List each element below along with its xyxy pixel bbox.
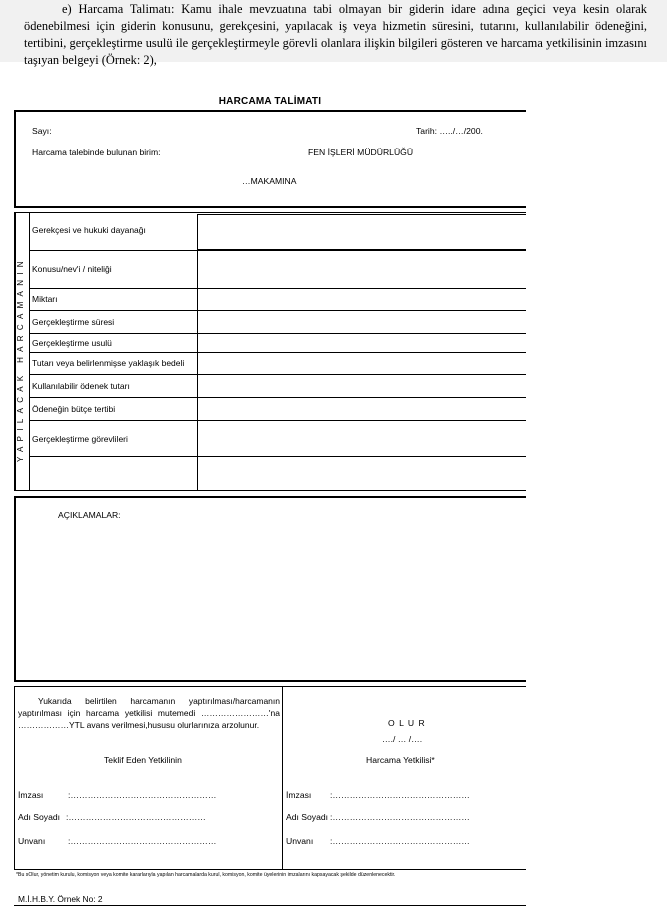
- left-request-paragraph: Yukarıda belirtilen harcamanın yaptırılması/harcamanın yaptırılması için harcama yetkilisi mutemedi ……………………'na ………………YTL avans verilmesi,hususu olurlarınıza arzolunur.: [18, 696, 280, 730]
- signature-bottom-border: [14, 869, 526, 870]
- row-separator: [29, 333, 526, 334]
- row-label: Kullanılabilir ödenek tutarı: [32, 381, 130, 391]
- right-imzasi-dots: :…………………………………………: [330, 790, 470, 800]
- table-inner-divider: [29, 212, 30, 490]
- aciklamalar-bottom-border: [14, 680, 526, 682]
- row-separator: [29, 397, 526, 398]
- row-label: Miktarı: [32, 294, 58, 304]
- right-adi-soyadi-dots: :…………………………………………: [330, 812, 470, 822]
- right-imzasi-label: İmzası: [286, 790, 312, 800]
- row-separator: [29, 288, 526, 289]
- right-unvani-label: Unvanı: [286, 836, 314, 846]
- birim-value: FEN İŞLERİ MÜDÜRLÜĞÜ: [308, 147, 414, 157]
- row-separator: [29, 374, 526, 375]
- sayi-label: Sayı:: [32, 126, 52, 136]
- olur-label: O L U R: [388, 718, 426, 728]
- row-separator: [29, 310, 526, 311]
- left-adi-soyadi-label: Adı Soyadı: [18, 812, 61, 822]
- aciklamalar-top-border: [14, 496, 526, 498]
- table-first-value-top: [197, 214, 526, 215]
- left-unvani-dots: :……………………………………………: [68, 836, 217, 846]
- row-label: Gerçekleştirme usulü: [32, 338, 112, 348]
- table-bottom-border: [14, 490, 526, 491]
- row-label: Gerçekleştirme süresi: [32, 317, 115, 327]
- row-separator: [29, 456, 526, 457]
- form-title: HARCAMA TALİMATI: [218, 96, 322, 107]
- left-unvani-label: Unvanı: [18, 836, 46, 846]
- olur-date: …./ … /….: [382, 734, 423, 744]
- signature-left-border: [14, 686, 15, 870]
- row-label: Gerekçesi ve hukuki dayanağı: [32, 225, 146, 235]
- tarih-label: Tarih: …../…/200.: [416, 126, 483, 136]
- row-label: Konusu/nev'i / niteliği: [32, 264, 112, 274]
- vertical-label: YAPILACAK HARCAMANIN: [16, 256, 25, 462]
- signature-divider: [282, 686, 283, 870]
- header-left-border: [14, 110, 16, 207]
- row-separator: [29, 250, 526, 251]
- signature-top-border: [14, 686, 526, 687]
- example-number: M.İ.H.B.Y. Örnek No: 2: [18, 894, 103, 904]
- intro-paragraph: e) Harcama Talimatı: Kamu ihale mevzuatına tabi olmayan bir giderin idare adına geçici veya kesin olarak ödenebilmesi için giderin konusunu, gerekçesini, yapılacak iş veya hizmetin süresini, tutarını, kullanılabilir ödeneğini, tertibini, gerçekleştirme usulü ile gerçekleştirmeyle görevli olanlara ilişkin bilgileri gösteren ve harcama yetkilisinin imzasını taşıyan belgeyi (Örnek: 2),: [24, 2, 647, 67]
- left-imzasi-dots: :……………………………………………: [68, 790, 217, 800]
- row-separator: [29, 420, 526, 421]
- row-label: Gerçekleştirme görevlileri: [32, 434, 128, 444]
- right-sign-title: Harcama Yetkilisi*: [366, 755, 435, 765]
- aciklamalar-left-border: [14, 496, 16, 681]
- aciklamalar-label: AÇIKLAMALAR:: [58, 510, 121, 520]
- right-adi-soyadi-label: Adı Soyadı: [286, 812, 329, 822]
- intro-section: [0, 0, 667, 67]
- left-adi-soyadi-dots: :…………………………………………: [66, 812, 206, 822]
- row-separator: [29, 352, 526, 353]
- makam-label: …MAKAMINA: [242, 176, 297, 186]
- left-sign-title: Teklif Eden Yetkilinin: [104, 755, 182, 765]
- header-top-border: [14, 110, 526, 112]
- row-label: Tutarı veya belirlenmişse yaklaşık bedeli: [32, 358, 185, 368]
- right-unvani-dots: :…………………………………………: [330, 836, 470, 846]
- table-top-border: [14, 212, 526, 213]
- birim-label: Harcama talebinde bulunan birim:: [32, 147, 161, 157]
- footnote: *Bu sOlur, yönetim kurulu, komisyon veya komite kararlarıyla yapılan harcamalarda kurul, komisyon, komite üyelerinin imzalarını kapsayacak şekilde düzenlenecektir.: [16, 872, 396, 878]
- left-imzasi-label: İmzası: [18, 790, 44, 800]
- row-label: Ödeneğin bütçe tertibi: [32, 404, 116, 414]
- header-bottom-border: [14, 206, 526, 208]
